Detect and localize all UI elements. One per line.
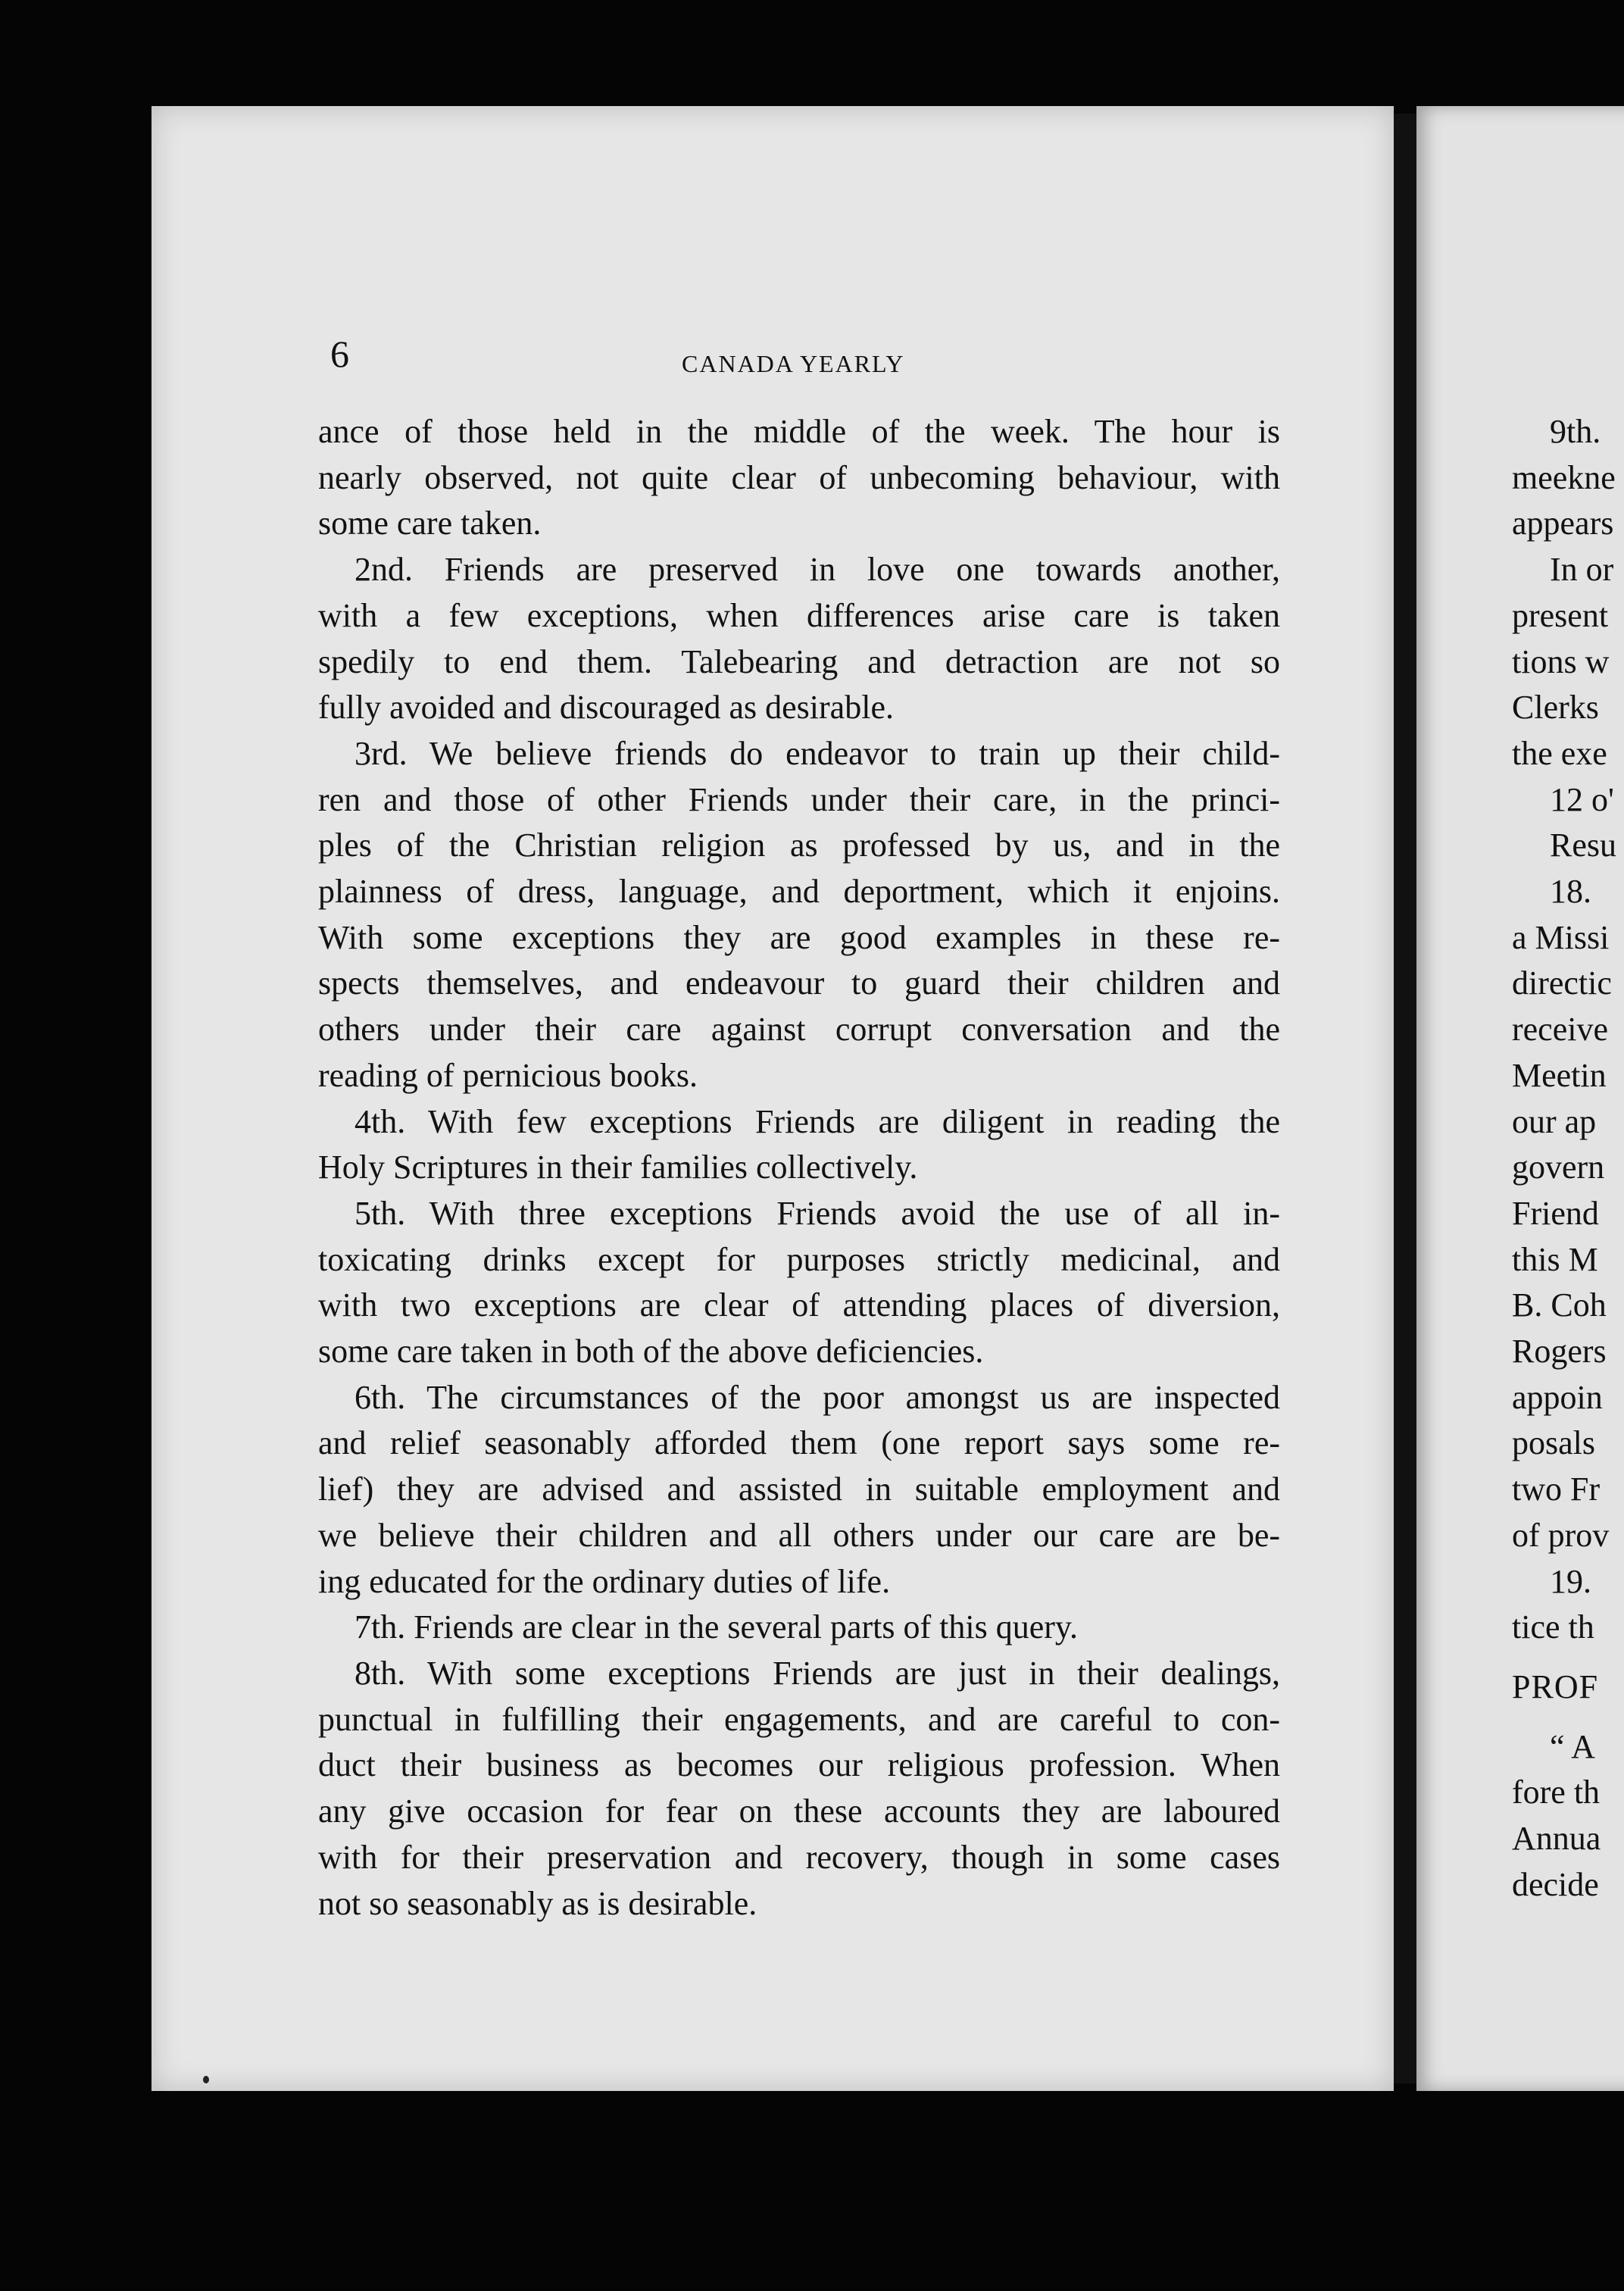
text-line-fragment: Rogers: [1512, 1333, 1607, 1371]
text-line-fragment: “ A: [1550, 1727, 1595, 1765]
page-speck: [203, 2076, 209, 2083]
text-line: 4th. With few exceptions Friends are diligent in reading the: [354, 1102, 1280, 1140]
text-line-fragment: B. Coh: [1512, 1286, 1607, 1324]
text-line: ance of those held in the middle of the week. The hour is: [318, 413, 1280, 450]
text-line: nearly observed, not quite clear of unbecoming behaviour, with: [318, 458, 1280, 496]
text-line-fragment: a Missi: [1512, 918, 1610, 956]
text-line: spects themselves, and endeavour to guard their children and: [318, 964, 1280, 1002]
section-heading-fragment: PROF: [1512, 1667, 1599, 1705]
text-line: Holy Scriptures in their families collectively.: [318, 1149, 918, 1186]
text-line: 5th. With three exceptions Friends avoid the use of all in-: [354, 1194, 1280, 1232]
text-line-fragment: tions w: [1512, 642, 1610, 680]
text-line-fragment: Meetin: [1512, 1056, 1607, 1094]
text-line-fragment: In or: [1550, 551, 1614, 589]
text-line: 7th. Friends are clear in the several parts of this query.: [354, 1608, 1079, 1646]
text-line: ples of the Christian religion as professed by us, and in the: [318, 827, 1280, 864]
text-line: with a few exceptions, when differences arise care is taken: [318, 596, 1280, 634]
text-line-fragment: Annua: [1512, 1820, 1601, 1858]
text-line-fragment: 9th.: [1550, 413, 1601, 450]
text-line: toxicating drinks except for purposes strictly medicinal, and: [318, 1240, 1280, 1278]
text-line-fragment: tice th: [1512, 1608, 1594, 1646]
text-line: reading of pernicious books.: [318, 1056, 698, 1094]
text-line-fragment: two Fr: [1512, 1471, 1601, 1508]
text-line: With some exceptions they are good examples in these re-: [318, 918, 1280, 956]
text-line-fragment: posals: [1512, 1424, 1595, 1462]
text-line: plainness of dress, language, and deportment, which it enjoins.: [318, 873, 1280, 911]
text-line: lief) they are advised and assisted in suitable employment and: [318, 1471, 1280, 1508]
text-line: 2nd. Friends are preserved in love one towards another,: [354, 551, 1280, 589]
text-line: duct their business as becomes our religious profession. When: [318, 1746, 1280, 1784]
text-line: ren and those of other Friends under their care, in the princi-: [318, 780, 1280, 818]
text-line-fragment: meekne: [1512, 458, 1616, 496]
text-line: 3rd. We believe friends do endeavor to train up their child-: [354, 734, 1280, 772]
text-line-fragment: present: [1512, 596, 1609, 634]
text-line-fragment: the exe: [1512, 734, 1607, 772]
book-gutter: [1394, 114, 1416, 2083]
text-line: some care taken.: [318, 505, 542, 542]
text-line: 6th. The circumstances of the poor amongst us are inspected: [354, 1378, 1280, 1416]
text-line-fragment: fore th: [1512, 1774, 1601, 1811]
text-line: 8th. With some exceptions Friends are just in their dealings,: [354, 1654, 1280, 1692]
text-line: with two exceptions are clear of attending places of diversion,: [318, 1286, 1280, 1324]
text-line-fragment: Clerks: [1512, 689, 1599, 727]
text-line-fragment: of prov: [1512, 1516, 1610, 1554]
text-line-fragment: this M: [1512, 1240, 1598, 1278]
text-line: ing educated for the ordinary duties of life.: [318, 1562, 891, 1600]
text-line: and relief seasonably afforded them (one report says some re-: [318, 1424, 1280, 1462]
text-line-fragment: 19.: [1550, 1562, 1591, 1600]
text-line-fragment: Friend: [1512, 1194, 1599, 1232]
text-line: not so seasonably as is desirable.: [318, 1884, 757, 1922]
text-line: spedily to end them. Talebearing and detraction are not so: [318, 642, 1280, 680]
text-line-fragment: Resu: [1550, 827, 1616, 864]
text-line-fragment: 12 o': [1550, 780, 1614, 818]
running-head: CANADA YEARLY: [682, 350, 905, 377]
text-line: any give occasion for fear on these accounts they are laboured: [318, 1792, 1280, 1830]
text-line-fragment: decide: [1512, 1865, 1599, 1903]
text-line-fragment: our ap: [1512, 1102, 1597, 1140]
text-line-fragment: govern: [1512, 1149, 1605, 1186]
text-line: punctual in fulfilling their engagements, and are careful to con-: [318, 1700, 1280, 1738]
text-line-fragment: directic: [1512, 964, 1612, 1002]
text-line: others under their care against corrupt conversation and the: [318, 1011, 1280, 1049]
text-line: some care taken in both of the above deficiencies.: [318, 1333, 984, 1371]
text-line-fragment: appears: [1512, 505, 1614, 542]
text-line: we believe their children and all others under our care are be-: [318, 1516, 1280, 1554]
text-line-fragment: receive: [1512, 1011, 1608, 1049]
text-line-fragment: appoin: [1512, 1378, 1603, 1416]
page-number: 6: [330, 333, 349, 375]
text-line: with for their preservation and recovery, though in some cases: [318, 1838, 1280, 1876]
text-line: fully avoided and discouraged as desirable.: [318, 689, 894, 727]
left-page-body-text: [318, 409, 1280, 1927]
right-page-body-text: [1512, 409, 1624, 1908]
text-line-fragment: 18.: [1550, 873, 1591, 911]
